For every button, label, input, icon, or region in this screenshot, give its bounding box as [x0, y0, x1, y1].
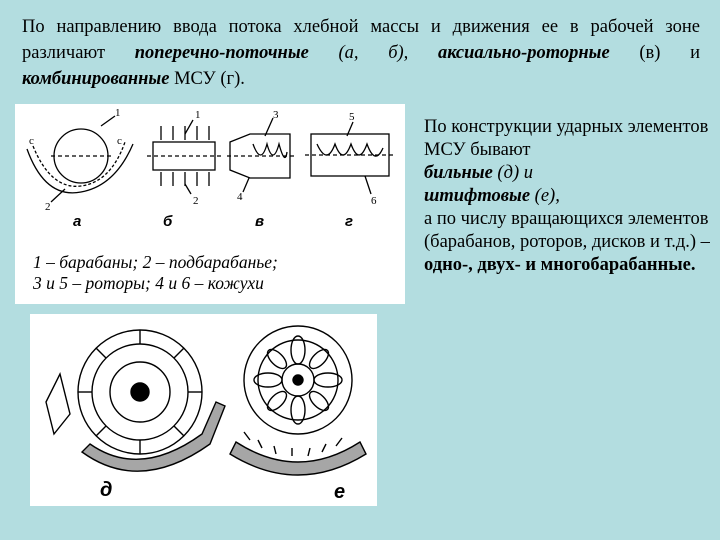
- caption-line-1: 1 – барабаны; 2 – подбарабанье;: [33, 252, 278, 272]
- feed-plate: [46, 374, 70, 434]
- right-text-intro: По конструкции ударных элементов МСУ бывают: [424, 117, 709, 160]
- concave-inner-a: [33, 142, 125, 186]
- term-cross-flow: поперечно-поточные: [134, 43, 309, 63]
- part-number-3: 3: [273, 109, 279, 121]
- intro-text-1: По направлению ввода потока хлебной массы и движения ее в рабочей зоне различают: [22, 17, 700, 63]
- right-text-count: а по числу вращающихся элементов (барабанов, роторов, дисков и т.д.) –: [424, 209, 710, 252]
- flow-letter-left: с: [29, 135, 34, 147]
- part-number-2a: 2: [45, 201, 51, 213]
- rasp-bar-7: [96, 348, 106, 358]
- right-text-mid-1: (д) и: [492, 163, 533, 183]
- rasp-bar-6: [96, 426, 106, 436]
- right-text-types-2: [424, 185, 714, 208]
- term-axial-rotor: аксиально-роторные: [437, 43, 610, 63]
- thresher-types-diagram: [15, 104, 405, 242]
- leader-line-b2: [185, 184, 191, 194]
- spoke-8: [264, 388, 289, 413]
- leader-line-v2: [243, 178, 249, 192]
- panel-label-e: е: [334, 481, 346, 503]
- rotor-spiral-g: [317, 144, 383, 156]
- concave-d: [82, 402, 225, 471]
- panel-label-d: д: [100, 479, 113, 501]
- rotor-housing-v: [230, 134, 290, 178]
- concave-e: [230, 442, 366, 475]
- panel-label-g: г: [345, 213, 354, 230]
- spoke-5: [264, 346, 289, 371]
- spoke-6: [306, 388, 331, 413]
- part-number-5: 5: [349, 111, 355, 123]
- part-number-2b: 2: [193, 195, 199, 207]
- panel-label-v: в: [255, 213, 265, 230]
- intro-paragraph: [22, 14, 700, 92]
- drum-types-diagram: [30, 314, 377, 506]
- part-number-4: 4: [237, 191, 243, 203]
- leader-line-b1: [185, 120, 193, 134]
- part-number-6: 6: [371, 195, 377, 207]
- leader-line-v1: [265, 118, 273, 136]
- leader-line-g2: [365, 176, 371, 194]
- right-text-block: [424, 116, 714, 277]
- leader-line-a2: [51, 189, 65, 202]
- part-number-1b: 1: [195, 109, 201, 121]
- panel-label-b: б: [163, 213, 173, 230]
- flow-letter-right: с: [117, 135, 122, 147]
- term-spike: штифтовые: [424, 186, 531, 206]
- figure-caption: [15, 242, 405, 304]
- intro-text-2: (а, б),: [308, 43, 438, 63]
- drum-types-figure: [30, 314, 377, 506]
- spoke-7: [306, 346, 331, 371]
- intro-text-4: МСУ (г).: [169, 69, 245, 89]
- panel-label-a: а: [73, 213, 82, 230]
- term-rasp-bar: бильные: [424, 163, 493, 183]
- term-drum-count: одно-, двух- и многобарабанные.: [424, 255, 696, 275]
- part-number-1a: 1: [115, 107, 121, 119]
- term-combined: комбинированные: [22, 69, 170, 89]
- leader-line-a1: [101, 116, 115, 126]
- rasp-drum-hub: [131, 383, 149, 401]
- concave-spikes: [244, 432, 342, 456]
- rasp-bar-8: [174, 426, 184, 436]
- rasp-bar-5: [174, 348, 184, 358]
- right-text-mid-2: (е),: [530, 186, 560, 206]
- spike-drum-hub: [293, 375, 303, 385]
- caption-line-2: 3 и 5 – роторы; 4 и 6 – кожухи: [33, 273, 264, 293]
- right-text-types: [424, 162, 714, 185]
- intro-text-3: (в) и: [609, 43, 700, 63]
- thresher-types-figure: [15, 104, 405, 242]
